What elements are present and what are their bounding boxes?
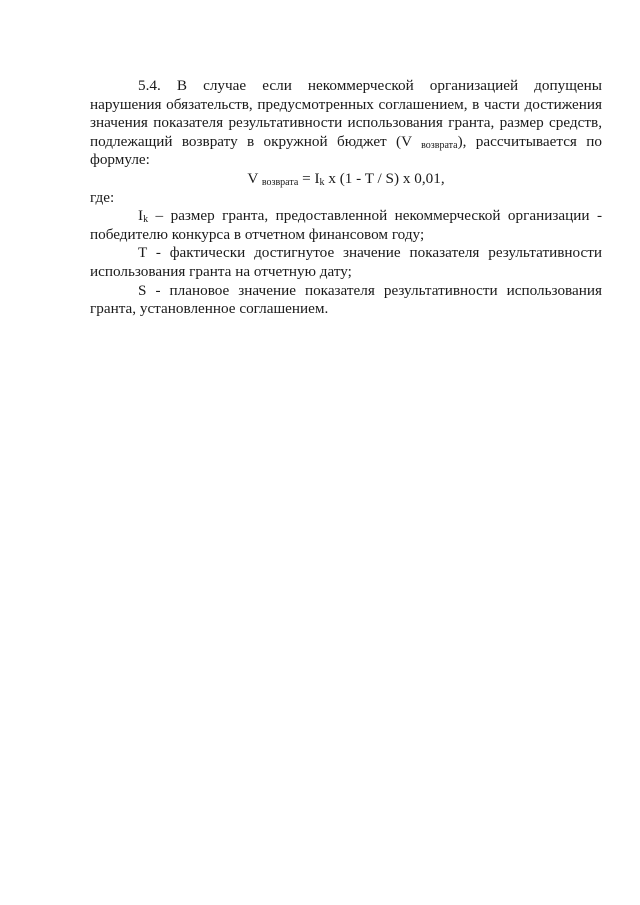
definition-ik-text: – размер гранта, предоставленной некоммерческой организации - победителю конкурса в отчетном финансовом году;: [90, 207, 602, 243]
where-label: где:: [90, 188, 115, 206]
paragraph-5-4-text: 5.4. В случае если некоммерческой организацией допущены нарушения обязательств, предусмотренных соглашением, в части достижения значения показателя результативности использования гранта, размер средств, подлежащий возврату в окружной бюджет (V: [90, 77, 602, 150]
definition-ik: [90, 207, 602, 244]
paragraph-5-4-text-end: ), рассчитывается по формуле:: [90, 132, 602, 169]
formula-i-subscript: k: [319, 176, 325, 188]
definition-ik-subscript: k: [143, 214, 149, 226]
subscript-vozvrata: возврата: [421, 139, 458, 151]
definition-t: T - фактически достигнутое значение показателя результативности использования гранта на отчетную дату;: [90, 244, 602, 280]
formula-equals-i: = I: [298, 169, 320, 187]
formula-rest: x (1 - T / S) x 0,01,: [324, 169, 445, 187]
formula-v-subscript: возврата: [261, 176, 299, 188]
paragraph-5-4: [90, 77, 602, 170]
definition-s: S - плановое значение показателя результативности использования гранта, установленное соглашением.: [90, 281, 602, 318]
formula: [90, 170, 602, 189]
document-body: [90, 77, 602, 319]
definition-ik-symbol: I: [138, 207, 144, 225]
formula-v: V: [247, 169, 262, 187]
